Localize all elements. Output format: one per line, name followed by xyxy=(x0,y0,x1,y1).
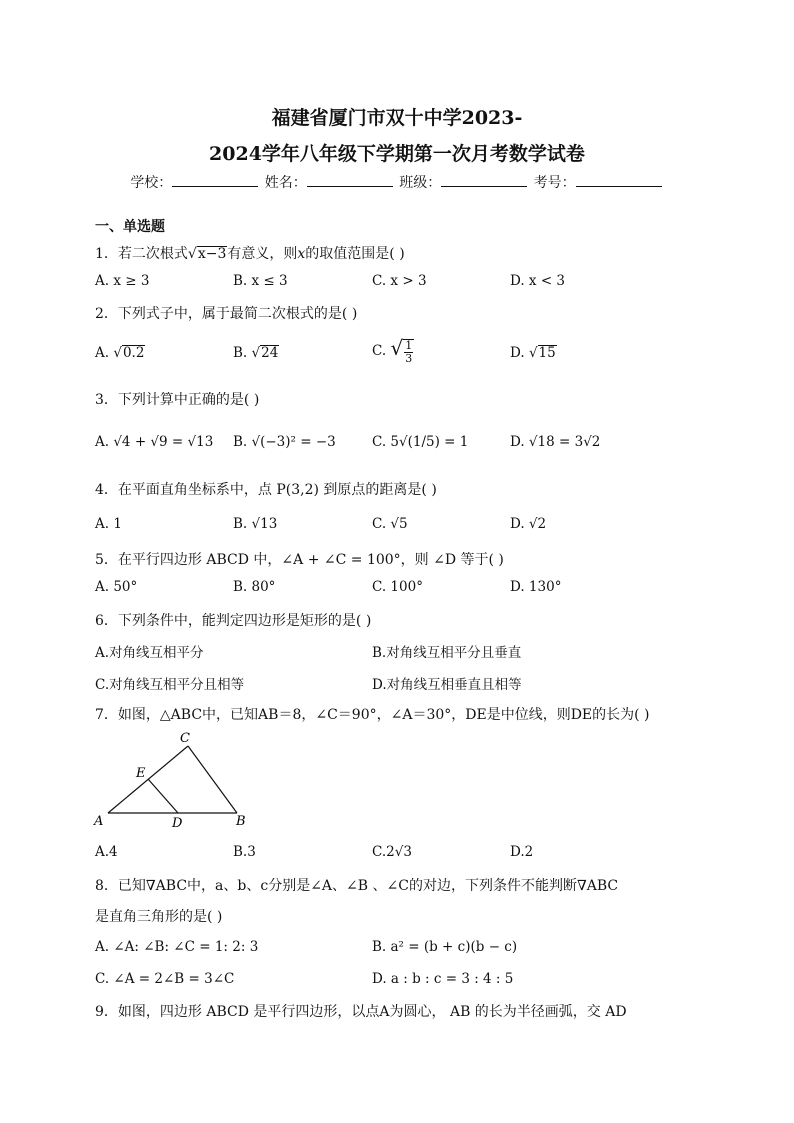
q4-option-a[interactable]: A. 1 xyxy=(95,516,122,532)
q7-option-d[interactable]: D.2 xyxy=(510,844,534,860)
title-line-2: 2024学年八年级下学期第一次月考数学试卷 xyxy=(209,143,585,165)
question-3: 3．下列计算中正确的是( ) xyxy=(95,392,260,408)
q5-option-c[interactable]: C. 100° xyxy=(372,579,423,595)
q3-option-b[interactable]: B. √(−3)² = −3 xyxy=(233,434,336,450)
label-c: C xyxy=(180,731,190,746)
q1-text-end: 的取值范围是( ) xyxy=(305,246,405,262)
q7-option-c[interactable]: C.2√3 xyxy=(372,844,412,860)
question-2: 2．下列式子中，属于最简二次根式的是( ) xyxy=(95,306,358,322)
q4-option-b[interactable]: B. √13 xyxy=(233,516,278,532)
q5-option-d[interactable]: D. 130° xyxy=(510,579,562,595)
question-7: 7．如图，△ABC中，已知AB＝8，∠C＝90°，∠A＝30°，DE是中位线，则DE的长为( ) xyxy=(95,707,650,723)
q1-var: x xyxy=(297,246,306,262)
label-b: B xyxy=(236,814,246,829)
q1-option-c[interactable]: C. x > 3 xyxy=(372,273,427,289)
q2-option-b[interactable]: B. √24 xyxy=(233,345,279,361)
q1-text-post: 有意义，则 xyxy=(227,246,298,262)
q4-option-d[interactable]: D. √2 xyxy=(510,516,547,532)
q2-c-den: 3 xyxy=(405,351,413,365)
q8-option-b[interactable]: B. a² = (b + c)(b − c) xyxy=(372,939,518,955)
q1-option-b[interactable]: B. x ≤ 3 xyxy=(233,273,288,289)
q2-d-radicand: 15 xyxy=(538,345,556,361)
q8-option-d[interactable]: D. a : b : c = 3 : 4 : 5 xyxy=(372,971,514,987)
q7-option-b[interactable]: B.3 xyxy=(233,844,256,860)
exam-no-blank xyxy=(576,172,662,187)
q3-option-d[interactable]: D. √18 = 3√2 xyxy=(510,434,601,450)
q2-a-label: A. xyxy=(95,345,114,361)
q2-option-c[interactable]: C. √ $\frac{1}{3}$ xyxy=(372,336,413,365)
label-a: A xyxy=(94,814,104,829)
question-1 xyxy=(95,243,405,263)
q1-text-pre: 1．若二次根式 xyxy=(95,246,188,262)
exam-no-label: 考号： xyxy=(533,175,576,191)
q5-option-a[interactable]: A. 50° xyxy=(95,579,138,595)
label-e: E xyxy=(136,766,146,781)
question-8-line-2: 是直角三角形的是( ) xyxy=(95,909,223,925)
q2-a-radicand: 0.2 xyxy=(122,345,145,361)
segment-de xyxy=(148,779,178,813)
side-bc xyxy=(188,746,237,813)
school-blank xyxy=(172,172,258,187)
q4-option-c[interactable]: C. √5 xyxy=(372,516,408,532)
q1-option-d[interactable]: D. x < 3 xyxy=(510,273,566,289)
label-d: D xyxy=(172,816,183,830)
q2-d-label: D. xyxy=(510,345,529,361)
q6-option-d[interactable]: D.对角线互相垂直且相等 xyxy=(372,677,522,693)
q3-option-c[interactable]: C. 5√(1/5) = 1 xyxy=(372,434,469,450)
question-5: 5．在平行四边形 ABCD 中，∠A + ∠C = 100°，则 ∠D 等于( ) xyxy=(95,552,504,568)
q2-c-num: 1 xyxy=(405,338,413,352)
q6-option-b[interactable]: B.对角线互相平分且垂直 xyxy=(372,645,522,661)
q8-option-a[interactable]: A. ∠A: ∠B: ∠C = 1: 2: 3 xyxy=(95,939,259,955)
q2-b-label: B. xyxy=(233,345,252,361)
question-8-line-1: 8．已知∇ABC中，a、b、c分别是∠A、∠B 、∠C的对边，下列条件不能判断∇ABC xyxy=(95,878,619,894)
school-label: 学校： xyxy=(130,175,173,191)
q2-option-a[interactable]: A. √0.2 xyxy=(95,345,145,361)
q3-option-a[interactable]: A. √4 + √9 = √13 xyxy=(95,434,214,450)
question-6: 6．下列条件中，能判定四边形是矩形的是( ) xyxy=(95,613,372,629)
section-heading: 一、单选题 xyxy=(95,219,165,235)
title-line-1: 福建省厦门市双十中学2023- xyxy=(271,107,523,129)
question-4: 4．在平面直角坐标系中，点 P(3,2) 到原点的距离是( ) xyxy=(95,482,437,498)
q6-option-a[interactable]: A.对角线互相平分 xyxy=(95,645,204,661)
q2-c-fraction xyxy=(403,339,414,364)
name-blank xyxy=(307,172,393,187)
q1-option-a[interactable]: A. x ≥ 3 xyxy=(95,273,150,289)
q2-b-radicand: 24 xyxy=(261,345,279,361)
q7-option-a[interactable]: A.4 xyxy=(95,844,118,860)
q2-option-d[interactable]: D. √15 xyxy=(510,345,556,361)
class-label: 班级： xyxy=(399,175,442,191)
q5-option-b[interactable]: B. 80° xyxy=(233,579,276,595)
q2-c-label: C. xyxy=(372,343,391,359)
info-line xyxy=(0,172,794,192)
name-label: 姓名： xyxy=(264,175,307,191)
class-blank xyxy=(441,172,527,187)
q1-radicand: x−3 xyxy=(197,246,227,262)
sqrt-expr: √x−3 xyxy=(187,246,227,262)
triangle-figure xyxy=(92,730,252,830)
question-9: 9．如图，四边形 ABCD 是平行四边形，以点A为圆心， AB 的长为半径画弧，交 AD xyxy=(95,1004,627,1020)
q6-option-c[interactable]: C.对角线互相平分且相等 xyxy=(95,677,245,693)
q8-option-c[interactable]: C. ∠A = 2∠B = 3∠C xyxy=(95,971,235,987)
